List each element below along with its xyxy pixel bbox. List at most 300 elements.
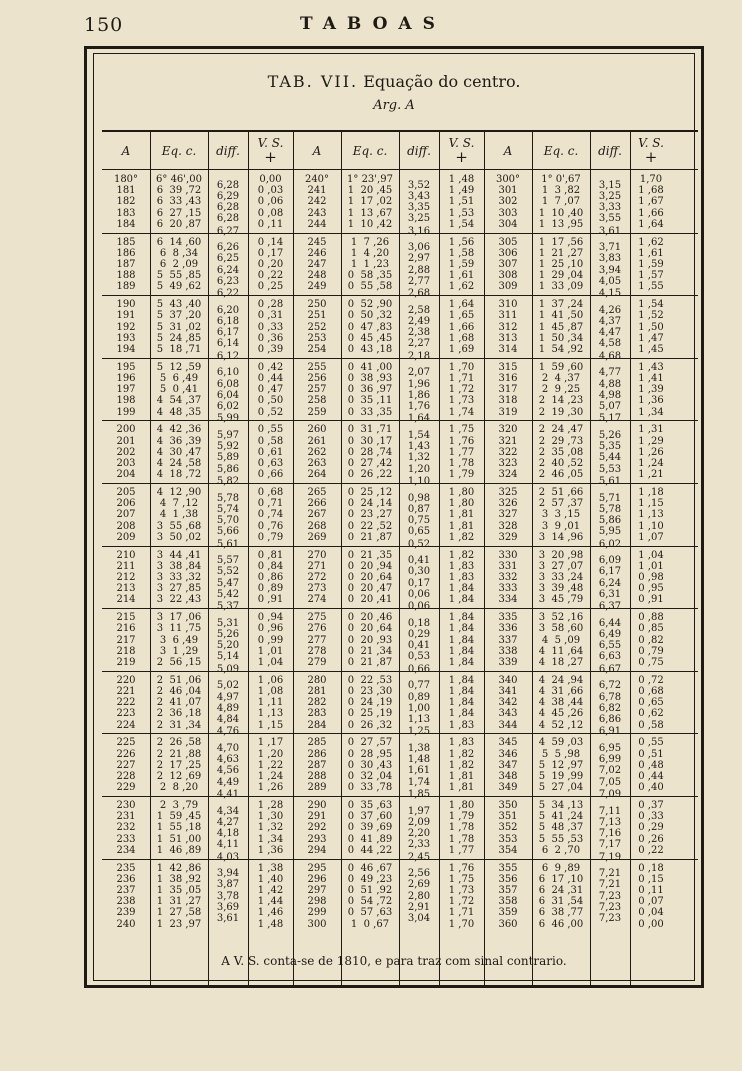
- variation-cell: 1 ,48: [448, 174, 475, 185]
- argument-cell: 225: [116, 737, 136, 749]
- difference-cell: 1,32: [407, 452, 431, 464]
- variation-cell: 0 ,84: [257, 560, 284, 572]
- argument-cell: 316: [498, 373, 518, 384]
- difference-cell: 6,82: [598, 702, 622, 714]
- variation-cell: 1 ,74: [448, 406, 475, 418]
- equation-cell: 6 38 ,77: [538, 907, 584, 919]
- variation-cell-group: [630, 863, 672, 930]
- difference-group: [208, 493, 248, 538]
- variation-cell: 1 ,78: [448, 822, 475, 834]
- column-header-label: V. S.: [448, 136, 475, 150]
- difference-cell: 5,42: [216, 588, 240, 600]
- equation-cell: 0 47 ,83: [347, 321, 393, 333]
- variation-cell-group: [248, 424, 293, 480]
- difference-cell-boundary: 2,18: [407, 350, 431, 362]
- variation-cell: 0 ,94: [257, 612, 284, 624]
- difference-cell: 2,49: [407, 315, 431, 327]
- equation-cell-group: [341, 612, 399, 668]
- variation-cell: 0 ,65: [638, 697, 664, 709]
- variation-cell: 1 ,72: [448, 384, 475, 396]
- argument-cell: 289: [307, 782, 327, 794]
- argument-cell: 325: [498, 487, 518, 498]
- variation-cell: 1 ,11: [257, 697, 284, 709]
- argument-cell: 260: [307, 424, 327, 436]
- equation-cell-group: [532, 299, 590, 355]
- argument-cell: 198: [116, 395, 136, 407]
- variation-cell: 0 ,72: [638, 674, 664, 686]
- argument-cell: 358: [498, 896, 518, 908]
- column-header: [341, 132, 399, 170]
- difference-cell: 5,44: [598, 452, 622, 464]
- equation-cell: 1 45 ,87: [538, 321, 584, 333]
- argument-cell-group: [293, 174, 341, 230]
- argument-cell: 302: [498, 196, 518, 208]
- equation-cell: 4 59 ,03: [538, 737, 584, 749]
- column-header-label: A: [121, 143, 131, 158]
- variation-cell: 1 ,56: [448, 236, 475, 248]
- difference-cell: 1,00: [407, 702, 431, 714]
- variation-cell: 0 ,36: [257, 332, 284, 344]
- equation-cell-group: [341, 675, 399, 731]
- difference-cell: 5,26: [216, 628, 240, 640]
- equation-cell: 2 9 ,25: [541, 384, 581, 396]
- variation-cell: 0 ,81: [257, 549, 284, 561]
- argument-cell: 230: [116, 800, 136, 811]
- difference-cell: 4,88: [598, 378, 622, 390]
- argument-cell: 233: [116, 833, 136, 845]
- argument-cell-group: [293, 424, 341, 480]
- equation-cell: 0 37 ,60: [347, 811, 393, 823]
- difference-cell: 6,10: [216, 367, 240, 379]
- equation-cell: 1 59 ,45: [156, 811, 202, 823]
- variation-cell: 1 ,32: [257, 822, 284, 834]
- equation-cell-group: [341, 800, 399, 856]
- equation-cell: 0 35 ,11: [347, 395, 393, 407]
- difference-cell: 4,97: [216, 691, 240, 703]
- variation-cell: 1 ,48: [257, 918, 284, 930]
- difference-group: [590, 680, 630, 725]
- variation-cell: 0 ,40: [638, 782, 664, 794]
- variation-cell: 1 ,73: [448, 885, 475, 896]
- difference-group: [399, 305, 439, 350]
- equation-cell: 1 4 ,20: [350, 247, 390, 259]
- argument-cell: 235: [116, 862, 136, 874]
- equation-cell: 2 51 ,06: [156, 674, 202, 686]
- argument-cell: 254: [307, 344, 327, 355]
- variation-cell: 1 ,84: [448, 645, 475, 657]
- column-header-label: A: [503, 143, 513, 158]
- argument-cell: 250: [307, 299, 327, 311]
- column-header-label: diff.: [216, 143, 240, 158]
- variation-cell: 0 ,66: [257, 469, 284, 481]
- column-header: [590, 132, 630, 170]
- variation-cell: 1 ,53: [448, 207, 475, 219]
- argument-cell: 197: [116, 384, 136, 396]
- variation-cell: 1,70: [639, 174, 663, 185]
- variation-cell: 0 ,82: [638, 634, 664, 646]
- difference-cell: 3,52: [407, 179, 431, 191]
- variation-cell: 1 ,59: [448, 259, 475, 270]
- argument-cell: 183: [116, 207, 136, 219]
- difference-cell: 2,97: [407, 253, 431, 265]
- variation-cell: 1 ,84: [448, 594, 475, 606]
- equation-cell-group: [150, 487, 208, 543]
- difference-cell-boundary: 5,82: [216, 475, 240, 487]
- variation-cell: 0 ,96: [257, 623, 284, 635]
- equation-cell-group: [532, 612, 590, 668]
- argument-cell: 321: [498, 435, 518, 447]
- variation-cell: 1 ,61: [638, 247, 664, 259]
- variation-cell: 1 ,83: [448, 719, 475, 731]
- variation-cell: 1 ,80: [448, 487, 475, 498]
- difference-cell: 0,41: [407, 640, 431, 652]
- variation-cell: 1 ,41: [638, 373, 664, 384]
- variation-cell: 0 ,91: [257, 594, 284, 606]
- difference-cell: 6,17: [216, 327, 240, 339]
- difference-group: [208, 367, 248, 412]
- equation-cell: 3 52 ,16: [538, 612, 584, 624]
- difference-group: [208, 868, 248, 924]
- equation-cell: 0 50 ,32: [347, 310, 393, 322]
- difference-cell: 6,29: [216, 190, 240, 202]
- difference-cell: 6,28: [216, 213, 240, 225]
- argument-cell: 262: [307, 446, 327, 458]
- difference-cell: 6,44: [598, 617, 622, 629]
- variation-cell-group: [439, 612, 484, 668]
- variation-cell: 1 ,46: [257, 907, 284, 919]
- difference-cell: 5,95: [598, 526, 622, 538]
- argument-cell: 344: [498, 719, 518, 731]
- argument-cell: 274: [307, 594, 327, 606]
- variation-cell: 1 ,82: [448, 759, 475, 771]
- argument-cell: 201: [116, 435, 136, 447]
- difference-group: [208, 618, 248, 663]
- table-argument: Arg. A: [373, 98, 415, 113]
- difference-cell: 6,99: [598, 754, 622, 766]
- variation-cell: 1 ,42: [257, 885, 284, 896]
- argument-cell: 226: [116, 748, 136, 760]
- difference-cell: 0,17: [407, 577, 431, 589]
- difference-cell-boundary: 0,66: [407, 663, 431, 675]
- difference-cell: 0,30: [407, 566, 431, 578]
- variation-cell: 1 ,84: [448, 708, 475, 720]
- difference-cell: 7,23: [598, 901, 622, 913]
- argument-cell: 222: [116, 697, 136, 709]
- difference-cell: 5,07: [598, 401, 622, 412]
- argument-cell: 243: [307, 207, 327, 219]
- difference-cell: 0,87: [407, 503, 431, 515]
- argument-cell: 296: [307, 873, 327, 885]
- variation-cell: 1 ,13: [638, 509, 664, 521]
- variation-cell: 1 ,36: [638, 395, 664, 407]
- difference-group: [399, 618, 439, 663]
- equation-cell: 5 12 ,97: [538, 759, 584, 771]
- argument-cell: 272: [307, 572, 327, 583]
- variation-cell: 0 ,95: [638, 583, 664, 595]
- argument-cell: 297: [307, 885, 327, 896]
- argument-cell: 335: [498, 612, 518, 624]
- difference-group: [399, 367, 439, 412]
- variation-cell: 1 ,81: [448, 771, 475, 782]
- argument-cell: 326: [498, 498, 518, 510]
- argument-cell: 349: [498, 782, 518, 794]
- variation-cell: 1 ,75: [448, 424, 475, 436]
- equation-cell: 5 49 ,62: [156, 281, 202, 293]
- equation-cell: 2 21 ,88: [156, 748, 202, 760]
- argument-cell: 359: [498, 907, 518, 919]
- equation-cell: 0 49 ,23: [347, 873, 393, 885]
- difference-cell-boundary: 3,61: [598, 225, 622, 237]
- argument-cell: 295: [307, 862, 327, 874]
- variation-cell: 0 ,29: [638, 822, 664, 834]
- argument-cell: 186: [116, 247, 136, 259]
- variation-cell: 1 ,17: [257, 737, 284, 749]
- difference-cell-boundary: 6,91: [598, 726, 622, 738]
- difference-cell-boundary: 0,06: [407, 601, 431, 613]
- argument-cell: 273: [307, 583, 327, 595]
- variation-cell: 0 ,08: [257, 207, 284, 219]
- equation-cell-group: [532, 487, 590, 543]
- difference-cell-boundary: 6,67: [598, 663, 622, 675]
- equation-cell: 1 55 ,18: [156, 822, 202, 834]
- argument-cell: 275: [307, 612, 327, 624]
- variation-cell: 1 ,71: [448, 907, 475, 919]
- equation-cell-group: [532, 737, 590, 793]
- difference-group: [208, 680, 248, 725]
- argument-cell-group: [484, 800, 532, 856]
- argument-cell: 213: [116, 583, 136, 595]
- argument-cell: 267: [307, 509, 327, 521]
- argument-cell-group: [102, 424, 150, 480]
- variation-cell: 1 ,79: [448, 811, 475, 823]
- argument-cell: 211: [116, 560, 136, 572]
- equation-cell: 4 38 ,44: [538, 697, 584, 709]
- equation-cell: 3 3 ,15: [541, 509, 581, 521]
- variation-cell: 1 ,18: [638, 487, 664, 498]
- difference-group: [208, 430, 248, 475]
- equation-cell: 3 45 ,79: [538, 594, 584, 606]
- argument-cell: 253: [307, 332, 327, 344]
- argument-cell: 232: [116, 822, 136, 834]
- variation-cell: 0 ,85: [638, 623, 664, 635]
- variation-cell: 0 ,04: [638, 907, 664, 919]
- argument-cell: 265: [307, 487, 327, 498]
- difference-cell: 5,78: [216, 492, 240, 504]
- difference-cell: 7,21: [598, 868, 622, 880]
- argument-cell-group: [484, 487, 532, 543]
- equation-cell: 0 41 ,00: [347, 361, 393, 373]
- argument-cell-group: [102, 362, 150, 418]
- equation-cell: 2 56 ,15: [156, 657, 202, 668]
- equation-cell: 3 11 ,75: [156, 623, 202, 635]
- difference-cell: 2,77: [407, 275, 431, 287]
- equation-cell: 4 24 ,58: [156, 458, 202, 469]
- equation-cell-group: [150, 362, 208, 418]
- equation-cell-group: [150, 424, 208, 480]
- difference-group: [590, 868, 630, 924]
- argument-cell: 188: [116, 270, 136, 282]
- argument-cell: 229: [116, 782, 136, 794]
- difference-group: [399, 806, 439, 851]
- equation-cell: 3 50 ,02: [156, 531, 202, 543]
- difference-cell: 6,17: [598, 566, 622, 578]
- table-title: [94, 72, 694, 91]
- variation-cell: 0 ,15: [638, 873, 664, 885]
- equation-cell: 2 19 ,30: [538, 406, 584, 418]
- variation-cell: 1 ,81: [448, 782, 475, 794]
- variation-cell: 1 ,71: [448, 373, 475, 384]
- argument-cell: 214: [116, 594, 136, 606]
- variation-cell: 0 ,89: [257, 583, 284, 595]
- equation-cell: 6 46 ,00: [538, 918, 584, 930]
- argument-cell: 192: [116, 321, 136, 333]
- variation-cell-group: [248, 550, 293, 606]
- argument-cell: 221: [116, 686, 136, 697]
- argument-cell-group: [484, 863, 532, 930]
- variation-cell: 1 ,01: [638, 560, 664, 572]
- argument-cell: 354: [498, 844, 518, 856]
- difference-cell: 5,53: [598, 463, 622, 475]
- argument-cell: 189: [116, 281, 136, 293]
- equation-cell: 1 35 ,05: [156, 885, 202, 896]
- equation-cell: 1 17 ,02: [347, 196, 393, 208]
- argument-cell: 284: [307, 719, 327, 731]
- difference-cell: 2,27: [407, 338, 431, 350]
- equation-cell: 0 52 ,90: [347, 299, 393, 311]
- equation-cell-group: [341, 299, 399, 355]
- variation-cell: 1 ,26: [638, 446, 664, 458]
- argument-cell: 336: [498, 623, 518, 635]
- equation-cell: 0 27 ,42: [347, 458, 393, 469]
- variation-cell: 1 ,84: [448, 674, 475, 686]
- difference-cell: 5,02: [216, 680, 240, 692]
- variation-cell: 0 ,58: [638, 719, 664, 731]
- equation-cell-group: [341, 424, 399, 480]
- equation-cell: 0 26 ,22: [347, 469, 393, 481]
- variation-cell: 1 ,31: [638, 424, 664, 436]
- difference-cell: 3,35: [407, 202, 431, 213]
- difference-cell: 0,41: [407, 555, 431, 567]
- difference-cell: 5,52: [216, 566, 240, 578]
- equation-cell: 4 52 ,12: [538, 719, 584, 731]
- argument-cell: 195: [116, 361, 136, 373]
- equation-cell-group: [150, 237, 208, 293]
- running-title: TABOAS: [300, 14, 446, 34]
- equation-cell: 0 21 ,87: [347, 657, 393, 668]
- equation-cell: 0 28 ,95: [347, 748, 393, 760]
- variation-cell-group: [439, 863, 484, 930]
- equation-cell: 2 29 ,73: [538, 435, 584, 447]
- difference-cell: 6,09: [598, 555, 622, 567]
- equation-cell: 0 20 ,46: [347, 612, 393, 624]
- difference-group: [208, 242, 248, 287]
- difference-group: [399, 493, 439, 538]
- variation-cell: 1 ,83: [448, 572, 475, 583]
- argument-cell: 303: [498, 207, 518, 219]
- column-header: [630, 132, 672, 170]
- equation-cell: 6° 46',00: [156, 174, 202, 185]
- equation-cell: 4 42 ,36: [156, 424, 202, 436]
- argument-cell: 268: [307, 520, 327, 532]
- difference-cell: 7,21: [598, 879, 622, 891]
- argument-cell: 238: [116, 896, 136, 908]
- difference-cell: 5,86: [598, 515, 622, 526]
- difference-cell: 7,23: [598, 890, 622, 902]
- equation-cell: 2 14 ,23: [538, 395, 584, 407]
- equation-cell: 3 1 ,29: [159, 645, 199, 657]
- block-separator: [102, 733, 698, 734]
- difference-cell-boundary: 6,12: [216, 350, 240, 362]
- variation-cell: 0 ,11: [638, 885, 664, 896]
- equation-cell: 4 5 ,09: [541, 634, 581, 646]
- equation-cell: 4 48 ,35: [156, 406, 202, 418]
- difference-cell-boundary: 5,09: [216, 663, 240, 675]
- argument-cell: 339: [498, 657, 518, 668]
- argument-cell: 301: [498, 185, 518, 197]
- column-header-label: diff.: [407, 143, 431, 158]
- variation-cell: 0 ,68: [257, 487, 284, 498]
- difference-cell: 1,54: [407, 429, 431, 441]
- argument-cell: 345: [498, 737, 518, 749]
- equation-cell-group: [341, 362, 399, 418]
- variation-cell: 0 ,31: [257, 310, 284, 322]
- difference-cell: 3,06: [407, 242, 431, 254]
- argument-cell: 332: [498, 572, 518, 583]
- variation-cell: 1 ,15: [638, 498, 664, 510]
- equation-cell: 1 38 ,92: [156, 873, 202, 885]
- block-separator: [102, 859, 698, 860]
- argument-cell: 210: [116, 549, 136, 561]
- argument-cell: 263: [307, 458, 327, 469]
- variation-cell: 0 ,91: [638, 594, 664, 606]
- difference-cell: 3,61: [216, 913, 240, 924]
- equation-cell: 2 12 ,69: [156, 771, 202, 782]
- difference-cell: 4,58: [598, 338, 622, 350]
- column-header-label: Eq. c.: [352, 143, 388, 158]
- variation-cell: 0 ,39: [257, 344, 284, 355]
- variation-cell: 0 ,52: [257, 406, 284, 418]
- variation-cell: 1 ,79: [448, 469, 475, 481]
- equation-cell: 3 9 ,01: [541, 520, 581, 532]
- variation-cell: 1 ,04: [638, 549, 664, 561]
- difference-cell: 6,23: [216, 275, 240, 287]
- difference-cell: 4,47: [598, 327, 622, 339]
- argument-cell: 217: [116, 634, 136, 646]
- table-inner-frame: [93, 53, 695, 981]
- argument-cell-group: [484, 237, 532, 293]
- equation-cell: 3 20 ,98: [538, 549, 584, 561]
- column-header: [532, 132, 590, 170]
- difference-cell: 1,74: [407, 776, 431, 788]
- equation-cell: 1 23 ,97: [156, 918, 202, 930]
- difference-cell: 5,35: [598, 441, 622, 453]
- variation-cell: 0 ,42: [257, 361, 284, 373]
- variation-cell: 0 ,18: [638, 862, 664, 874]
- equation-cell: 0 23 ,27: [347, 509, 393, 521]
- argument-cell: 279: [307, 657, 327, 668]
- difference-group: [399, 430, 439, 475]
- variation-cell: 1 ,83: [448, 560, 475, 572]
- column-header: [208, 132, 248, 170]
- column-header-label: Eq. c.: [543, 143, 579, 158]
- variation-cell: 0 ,58: [257, 435, 284, 447]
- variation-cell-group: [439, 237, 484, 293]
- difference-cell-boundary: 4,15: [598, 288, 622, 300]
- difference-cell: 5,70: [216, 515, 240, 526]
- argument-cell: 304: [498, 218, 518, 230]
- argument-cell-group: [102, 737, 150, 793]
- argument-cell-group: [293, 675, 341, 731]
